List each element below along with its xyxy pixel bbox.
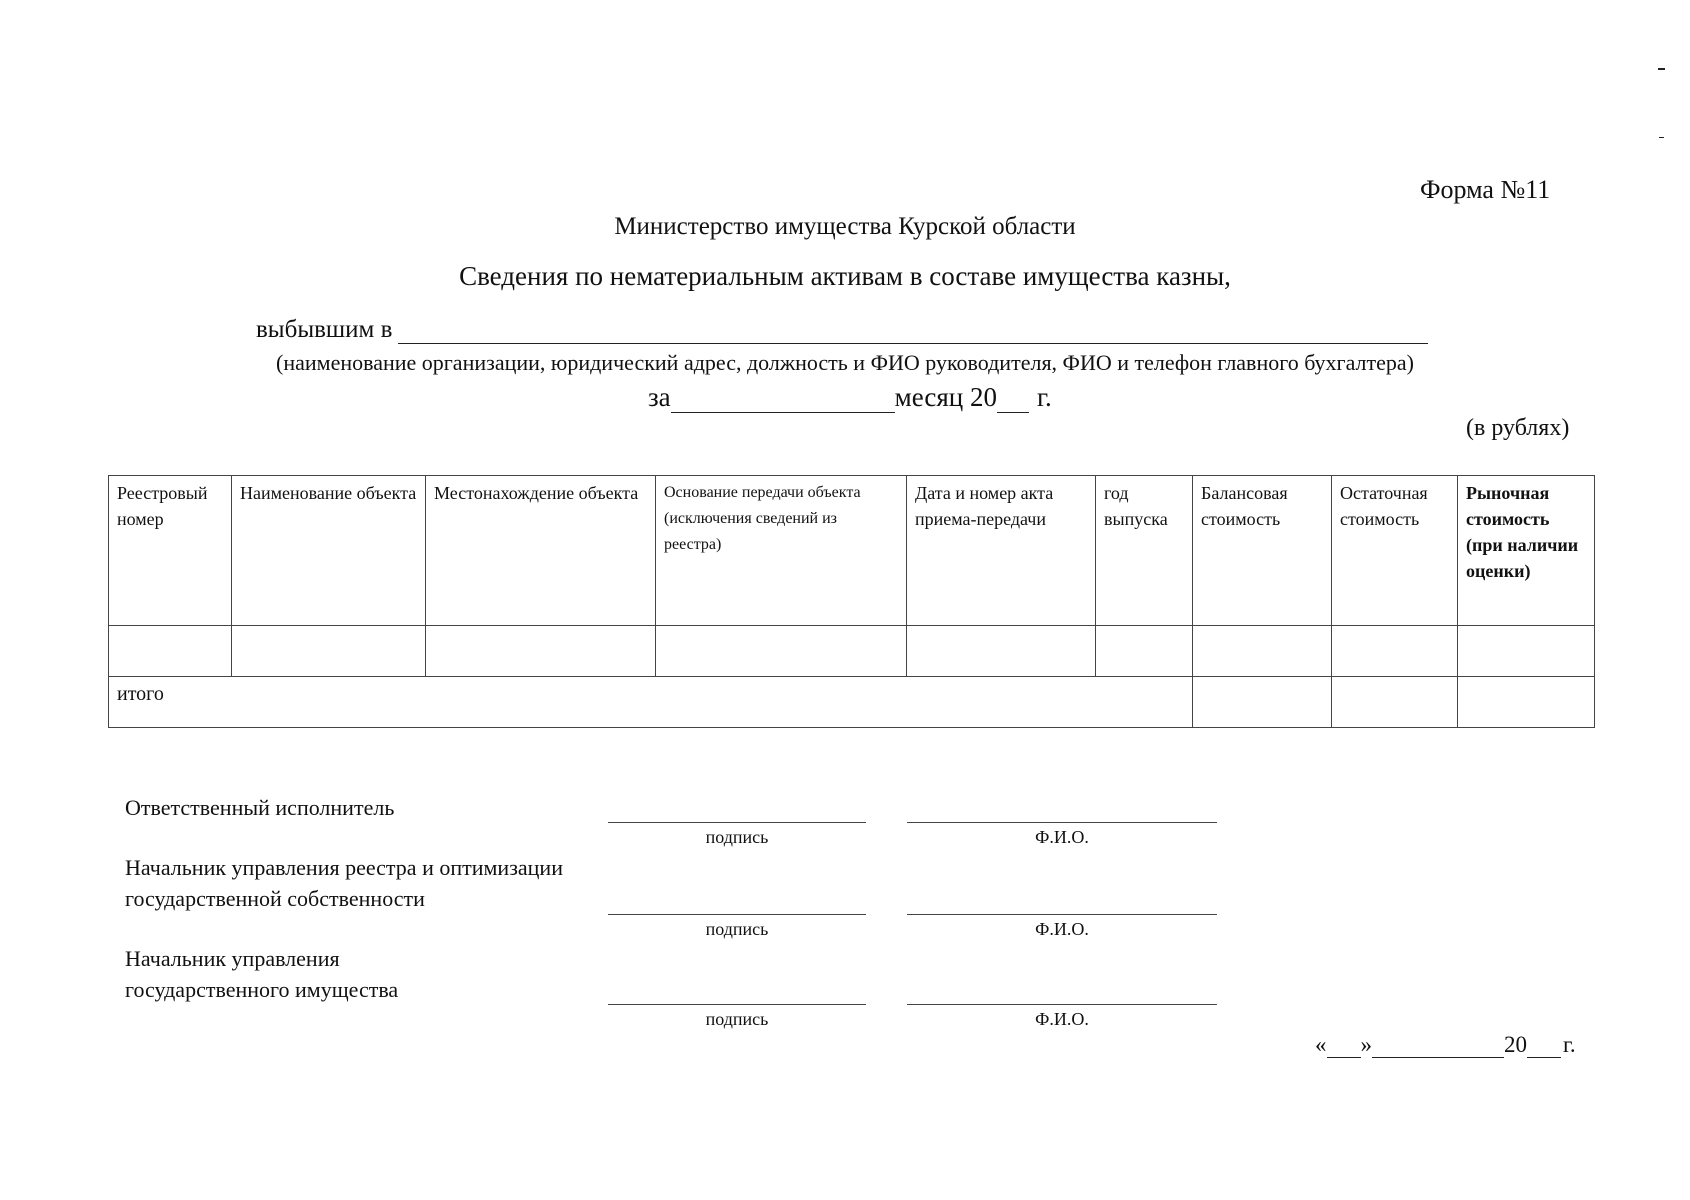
date-close-quote: » bbox=[1360, 1032, 1372, 1057]
date-year-suffix: г. bbox=[1563, 1032, 1576, 1057]
month-blank[interactable] bbox=[671, 388, 895, 413]
name-caption: Ф.И.О. bbox=[1035, 827, 1089, 847]
date-line bbox=[1315, 1032, 1576, 1058]
header-market-value: Рыночная стоимость (при наличии оценки) bbox=[1458, 476, 1595, 626]
total-row bbox=[109, 677, 1595, 728]
header-act-date-number: Дата и номер акта приема-передачи bbox=[907, 476, 1096, 626]
table-cell[interactable] bbox=[1332, 626, 1458, 677]
date-open-quote: « bbox=[1315, 1032, 1327, 1057]
units-label: (в рублях) bbox=[1466, 415, 1570, 441]
period-month-label: месяц 20 bbox=[894, 382, 998, 412]
signature-line[interactable] bbox=[608, 914, 866, 915]
table-cell[interactable] bbox=[109, 626, 232, 677]
organization-blank[interactable] bbox=[398, 321, 1428, 344]
name-line[interactable] bbox=[907, 914, 1217, 915]
signature-caption: подпись bbox=[705, 919, 769, 939]
year-blank[interactable] bbox=[997, 388, 1029, 413]
header-transfer-basis: Основание передачи объекта (исключения сведений из реестра) bbox=[656, 476, 907, 626]
form-number: Форма №11 bbox=[1420, 175, 1551, 204]
date-year-prefix: 20 bbox=[1504, 1032, 1527, 1057]
signature-line[interactable] bbox=[608, 1004, 866, 1005]
header-object-location: Местонахождение объекта bbox=[426, 476, 656, 626]
header-object-name: Наименование объекта bbox=[232, 476, 426, 626]
departed-line bbox=[256, 316, 1428, 344]
table-cell[interactable] bbox=[1458, 626, 1595, 677]
signature-line[interactable] bbox=[608, 822, 866, 823]
total-label: итого bbox=[109, 677, 1193, 728]
header-release-year: год выпуска bbox=[1096, 476, 1193, 626]
signature-role-3: Начальник управления государственного имущества bbox=[125, 946, 399, 1002]
period-prefix: за bbox=[648, 382, 671, 412]
departed-prefix: выбывшим в bbox=[256, 316, 393, 343]
name-line[interactable] bbox=[907, 1004, 1217, 1005]
document-title: Сведения по нематериальным активам в составе имущества казны, bbox=[459, 261, 1231, 291]
scan-mark bbox=[1659, 137, 1664, 138]
signature-caption: подпись bbox=[705, 1009, 769, 1029]
total-residual-value-cell[interactable] bbox=[1332, 677, 1458, 728]
organization-hint: (наименование организации, юридический адрес, должность и ФИО руководителя, ФИО и телефон главного бухгалтера) bbox=[276, 350, 1414, 375]
period-line bbox=[648, 382, 1052, 413]
period-suffix: г. bbox=[1037, 382, 1052, 412]
name-caption: Ф.И.О. bbox=[1035, 919, 1089, 939]
table-cell[interactable] bbox=[656, 626, 907, 677]
month-name-blank[interactable] bbox=[1372, 1035, 1504, 1058]
name-caption: Ф.И.О. bbox=[1035, 1009, 1089, 1029]
table-cell[interactable] bbox=[907, 626, 1096, 677]
date-year-blank[interactable] bbox=[1527, 1035, 1561, 1058]
table-cell[interactable] bbox=[1193, 626, 1332, 677]
table-cell[interactable] bbox=[1096, 626, 1193, 677]
ministry-name: Министерство имущества Курской области bbox=[614, 213, 1076, 240]
signature-caption: подпись bbox=[705, 827, 769, 847]
header-book-value: Балансовая стоимость bbox=[1193, 476, 1332, 626]
table-cell[interactable] bbox=[232, 626, 426, 677]
total-book-value-cell[interactable] bbox=[1193, 677, 1332, 728]
day-blank[interactable] bbox=[1327, 1035, 1361, 1058]
scan-mark bbox=[1658, 68, 1665, 70]
table-cell[interactable] bbox=[426, 626, 656, 677]
total-market-value-cell[interactable] bbox=[1458, 677, 1595, 728]
name-line[interactable] bbox=[907, 822, 1217, 823]
header-residual-value: Остаточная стоимость bbox=[1332, 476, 1458, 626]
signature-role-2: Начальник управления реестра и оптимизации государственной собственности bbox=[125, 855, 563, 911]
header-registry-number: Реестровый номер bbox=[109, 476, 232, 626]
table-header-row bbox=[109, 476, 1595, 626]
assets-table bbox=[108, 475, 1595, 728]
table-row bbox=[109, 626, 1595, 677]
signature-role-1: Ответственный исполнитель bbox=[125, 795, 395, 820]
